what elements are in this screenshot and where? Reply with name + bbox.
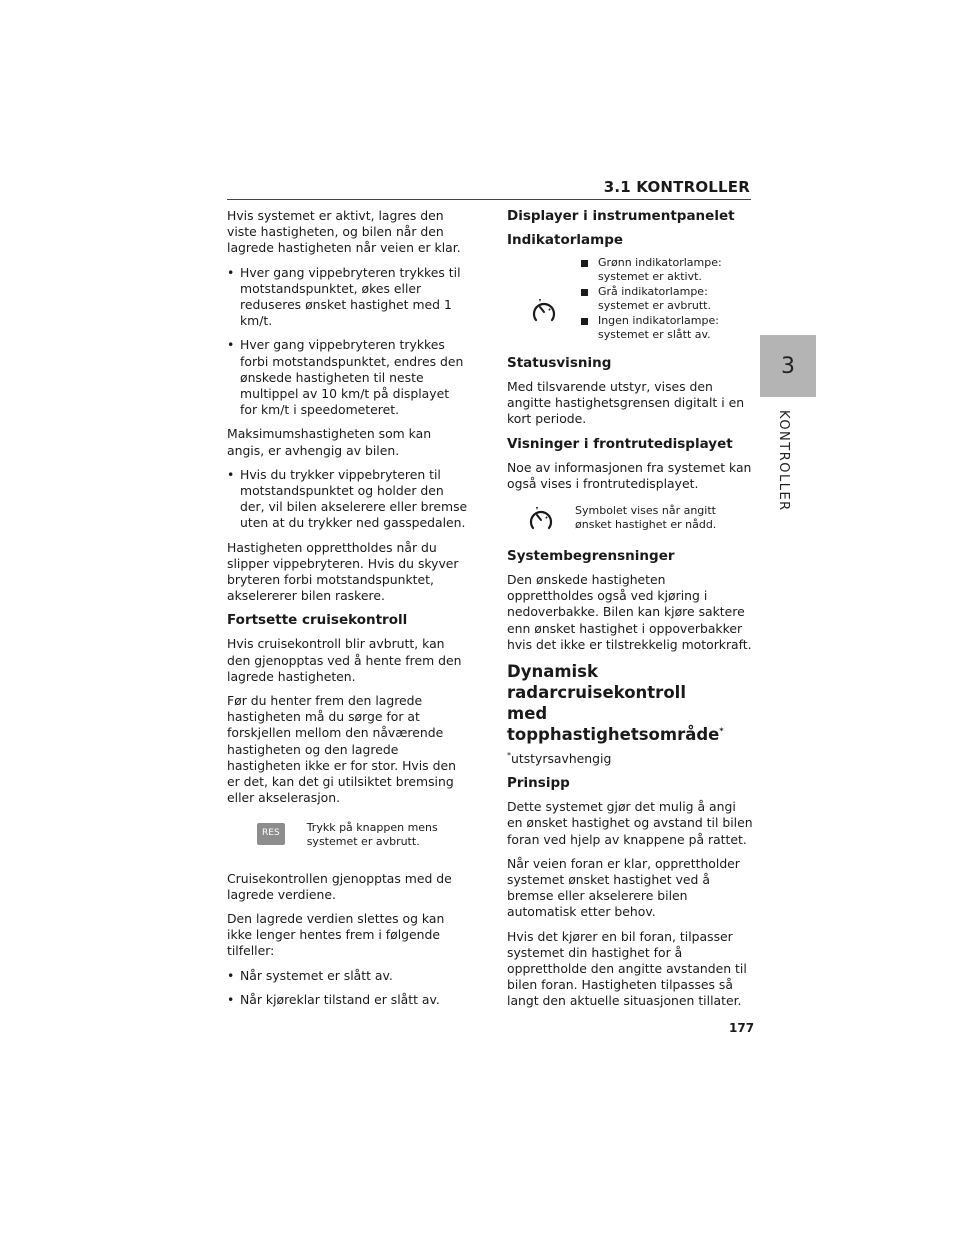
heading-fortsette: Fortsette cruisekontroll (227, 612, 408, 629)
paragraph: Cruisekontrollen gjenopptas med de lagrede verdiene. (227, 870, 452, 902)
legend-item: Grønn indikatorlampe: systemet er aktivt. (581, 256, 755, 284)
res-figure (257, 821, 470, 849)
footnote-marker: * (507, 750, 511, 760)
heading-dynamisk-line2: med topphastighetsområde (507, 704, 720, 745)
paragraph: Når veien foran er klar, opprettholder systemet ønsket hastighet ved å bremse eller akselerere bilen automatisk etter behov. (507, 855, 740, 920)
paragraph: Maksimumshastigheten som kan angis, er avhengig av bilen. (227, 426, 432, 458)
section-title: 3.1 KONTROLLER (603, 178, 750, 196)
page-number: 177 (729, 1021, 755, 1035)
paragraph: Den lagrede verdien slettes og kan ikke lenger hentes frem i følgende tilfeller: (227, 910, 445, 959)
left-column (227, 208, 470, 1016)
hud-caption: Symbolet vises når angitt ønsket hastighet er nådd. (575, 504, 717, 532)
paragraph: Hvis systemet er aktivt, lagres den viste hastigheten, og bilen når den lagrede hastigheten når veien er klar. (227, 208, 461, 256)
paragraph: Før du henter frem den lagrede hastigheten må du sørge for at forskjellen mellom den nåværende hastigheten og den lagrede hastigheten ikke er for stor. Hvis den er det, kan det gi utilsiktet bremsing eller akselerasjon. (227, 693, 456, 806)
heading-system: Systembegrensninger (507, 548, 675, 565)
list-item: • Hver gang vippebryteren trykkes til motstandspunktet, økes eller reduseres ønsket hastighet med 1 km/t. (227, 265, 470, 330)
list-item: • Hvis du trykker vippebryteren til motstandspunktet og holder den der, vil bilen akselerere eller bremse uten at du trykker ned gasspedalen. (227, 467, 470, 532)
legend-item: Ingen indikatorlampe: systemet er slått av. (581, 314, 755, 342)
paragraph: Hvis cruisekontroll blir avbrutt, kan den gjenopptas ved å hente frem den lagrede hastigheten. (227, 636, 462, 684)
chapter-tab[interactable] (760, 335, 816, 397)
footnote-marker: * (719, 726, 724, 736)
paragraph: Hastigheten opprettholdes når du slipper vippebryteren. Hvis du skyver bryteren forbi motstandspunktet, akselererer bilen raskere. (227, 539, 459, 604)
heading-visninger: Visninger i frontrutedisplayet (507, 435, 733, 452)
indicator-figure (507, 256, 755, 343)
res-button-illustration: RES (257, 823, 285, 845)
list-item: • Når kjøreklar tilstand er slått av. (227, 992, 470, 1008)
header-divider (227, 199, 751, 200)
speedometer-icon (527, 506, 555, 532)
footnote (507, 751, 755, 767)
hud-figure (507, 504, 755, 532)
list-item: • Når systemet er slått av. (227, 968, 470, 984)
legend-item: Grå indikatorlampe: systemet er avbrutt. (581, 285, 755, 313)
heading-displayer: Displayer i instrumentpanelet (507, 208, 735, 224)
heading-status: Statusvisning (507, 355, 612, 371)
res-caption: Trykk på knappen mens systemet er avbrutt. (306, 820, 438, 848)
paragraph: Dette systemet gjør det mulig å angi en ønsket hastighet og avstand til bilen foran ved hjelp av knappene på rattet. (507, 799, 753, 847)
paragraph: Med tilsvarende utstyr, vises den angitte hastighetsgrensen digitalt i en kort periode. (507, 379, 745, 427)
indicator-legend (581, 256, 755, 343)
speedometer-icon (530, 298, 558, 324)
heading-dynamisk (507, 661, 755, 745)
heading-prinsipp: Prinsipp (507, 775, 570, 792)
list-item: • Hver gang vippebryteren trykkes forbi motstandspunktet, endres den ønskede hastigheten til neste multippel av 10 km/t på displayet for km/t i speedometeret. (227, 337, 470, 418)
heading-dynamisk-line1: Dynamisk radarcruisekontroll (507, 662, 686, 703)
heading-indikator: Indikatorlampe (507, 232, 624, 248)
chapter-number: 3 (781, 353, 795, 379)
paragraph: Den ønskede hastigheten opprettholdes også ved kjøring i nedoverbakke. Bilen kan kjøre saktere enn ønsket hastighet i oppoverbakker hvis det ikke er tilstrekkelig motorkraft. (507, 572, 752, 652)
paragraph: Hvis det kjører en bil foran, tilpasser systemet din hastighet for å opprettholde den angitte avstanden til bilen foran. Hastigheten tilpasses så langt den aktuelle situasjonen tillater. (507, 928, 747, 1009)
paragraph: Noe av informasjonen fra systemet kan også vises i frontrutedisplayet. (507, 459, 752, 491)
right-column (507, 208, 755, 1018)
footnote-text: utstyrsavhengig (511, 751, 612, 767)
chapter-label: KONTROLLER (776, 410, 791, 512)
